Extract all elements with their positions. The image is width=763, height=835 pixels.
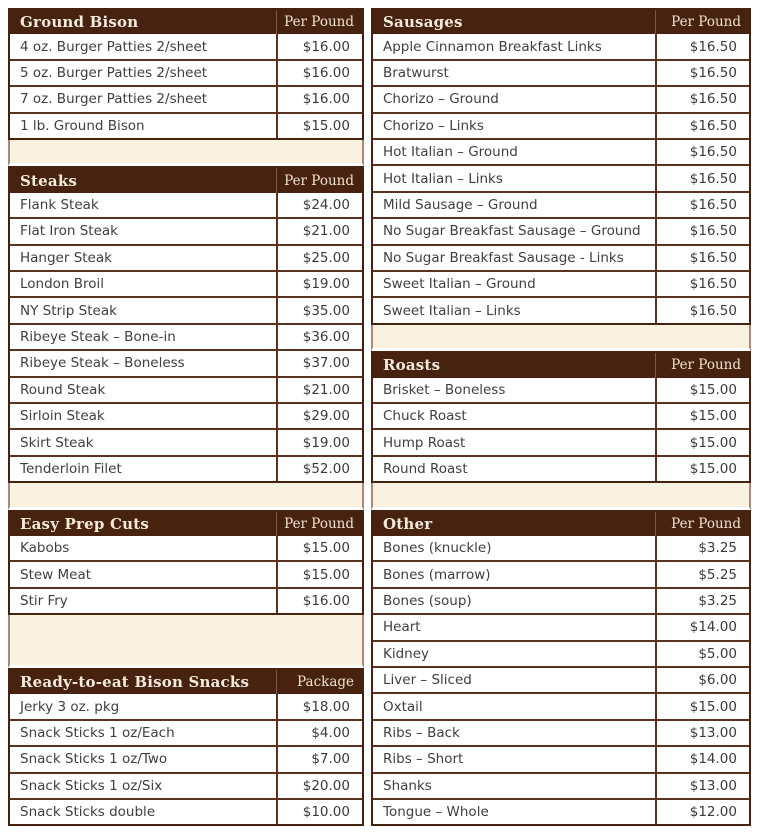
item-price: $16.50: [655, 140, 749, 164]
item-row: [373, 244, 749, 270]
item-price: $29.00: [276, 404, 362, 428]
unit-label: Per Pound: [276, 512, 362, 536]
item-row: [10, 560, 362, 586]
item-name: Hot Italian – Ground: [383, 144, 518, 161]
item-name: Ribs – Back: [383, 725, 460, 742]
price-table-column-right: [371, 8, 751, 826]
spacer-row: [371, 483, 751, 509]
item-name: No Sugar Breakfast Sausage – Ground: [383, 223, 641, 240]
item-price: $19.00: [276, 272, 362, 296]
item-price: $7.00: [276, 747, 362, 771]
item-row: [373, 640, 749, 666]
item-name: Bones (knuckle): [383, 540, 492, 557]
price-section: [371, 351, 751, 483]
section-title: Steaks: [20, 171, 78, 190]
item-name: Round Roast: [383, 461, 468, 478]
item-name: Liver – Sliced: [383, 672, 472, 689]
item-row: [10, 402, 362, 428]
item-price: $16.50: [655, 87, 749, 111]
item-price: $36.00: [276, 325, 362, 349]
item-row: [373, 378, 749, 402]
item-row: [373, 745, 749, 771]
item-name: Kidney: [383, 645, 430, 662]
item-price: $14.00: [655, 747, 749, 771]
unit-label: Per Pound: [655, 10, 749, 34]
item-price: $16.50: [655, 166, 749, 190]
item-name: Sirloin Steak: [20, 408, 105, 425]
spacer-row: [8, 483, 364, 509]
section-title: Roasts: [383, 356, 441, 375]
item-price: $18.00: [276, 694, 362, 718]
item-price: $15.00: [655, 430, 749, 454]
item-name: Bones (marrow): [383, 566, 491, 583]
item-row: [10, 270, 362, 296]
item-row: [10, 428, 362, 454]
item-price: $16.00: [276, 87, 362, 111]
section-header: [10, 670, 362, 694]
item-price: $16.50: [655, 34, 749, 58]
item-name: Hanger Steak: [20, 249, 112, 266]
item-price: $13.00: [655, 721, 749, 745]
item-row: [373, 112, 749, 138]
item-price: $16.50: [655, 272, 749, 296]
item-name: Chuck Roast: [383, 408, 467, 425]
item-price: $16.50: [655, 298, 749, 322]
item-name: Shanks: [383, 777, 432, 794]
item-name: Ribs – Short: [383, 751, 464, 768]
item-price: $24.00: [276, 193, 362, 217]
item-name: Snack Sticks 1 oz/Two: [20, 751, 168, 768]
item-name: Chorizo – Links: [383, 117, 484, 134]
unit-label: Per Pound: [276, 168, 362, 192]
section-header: [10, 10, 362, 34]
item-row: [373, 85, 749, 111]
spacer-row: [8, 615, 364, 668]
item-row: [10, 34, 362, 58]
item-price: $15.00: [276, 114, 362, 138]
item-row: [10, 376, 362, 402]
item-row: [373, 296, 749, 322]
item-name: Snack Sticks 1 oz/Six: [20, 777, 163, 794]
item-name: Skirt Steak: [20, 434, 94, 451]
item-row: [373, 402, 749, 428]
item-price: $12.00: [655, 800, 749, 824]
item-row: [10, 745, 362, 771]
item-price: $16.50: [655, 246, 749, 270]
item-price: $21.00: [276, 378, 362, 402]
unit-label: Package: [276, 670, 362, 694]
item-price: $16.00: [276, 61, 362, 85]
item-row: [10, 193, 362, 217]
unit-label: Per Pound: [655, 353, 749, 377]
spacer-row: [371, 325, 751, 351]
item-name: NY Strip Steak: [20, 302, 117, 319]
item-name: Flat Iron Steak: [20, 223, 118, 240]
item-row: [373, 798, 749, 824]
item-price: $16.50: [655, 114, 749, 138]
item-row: [10, 536, 362, 560]
item-row: [373, 270, 749, 296]
item-name: Stir Fry: [20, 593, 68, 609]
item-row: [373, 428, 749, 454]
item-name: Snack Sticks double: [20, 804, 156, 821]
item-row: [373, 587, 749, 613]
item-name: Ribeye Steak – Boneless: [20, 355, 185, 372]
item-price: $35.00: [276, 298, 362, 322]
price-section: [8, 8, 364, 140]
item-name: Stew Meat: [20, 566, 92, 583]
item-row: [10, 772, 362, 798]
item-row: [373, 455, 749, 481]
item-row: [373, 719, 749, 745]
price-section: [8, 510, 364, 616]
item-row: [373, 138, 749, 164]
item-row: [10, 798, 362, 824]
item-name: Hot Italian – Links: [383, 170, 503, 187]
item-name: 5 oz. Burger Patties 2/sheet: [20, 65, 208, 82]
item-row: [373, 164, 749, 190]
item-name: Chorizo – Ground: [383, 91, 499, 108]
section-header: [10, 168, 362, 192]
item-name: Round Steak: [20, 381, 106, 398]
section-header: [373, 353, 749, 377]
item-name: No Sugar Breakfast Sausage - Links: [383, 249, 624, 266]
section-title: Ready-to-eat Bison Snacks: [20, 673, 250, 692]
item-name: Flank Steak: [20, 197, 99, 213]
item-name: Kabobs: [20, 540, 70, 557]
item-row: [373, 217, 749, 243]
price-section: [8, 668, 364, 826]
item-row: [10, 112, 362, 138]
item-row: [10, 217, 362, 243]
item-name: Bones (soup): [383, 593, 472, 609]
item-row: [10, 323, 362, 349]
item-name: 1 lb. Ground Bison: [20, 117, 145, 134]
section-header: [373, 10, 749, 34]
section-title: Sausages: [383, 13, 463, 32]
price-table-column-left: [8, 8, 364, 826]
section-title: Ground Bison: [20, 13, 139, 32]
item-row: [10, 349, 362, 375]
price-section: [371, 510, 751, 827]
section-title: Easy Prep Cuts: [20, 514, 149, 533]
item-name: Tongue – Whole: [383, 804, 489, 821]
item-name: Snack Sticks 1 oz/Each: [20, 724, 175, 741]
item-price: $16.00: [276, 589, 362, 613]
item-price: $16.50: [655, 61, 749, 85]
item-price: $16.50: [655, 193, 749, 217]
item-price: $15.00: [655, 378, 749, 402]
item-row: [373, 692, 749, 718]
item-name: London Broil: [20, 276, 105, 293]
unit-label: Per Pound: [655, 512, 749, 536]
item-row: [10, 587, 362, 613]
item-price: $5.25: [655, 562, 749, 586]
item-price: $21.00: [276, 219, 362, 243]
item-price: $4.00: [276, 721, 362, 745]
section-title: Other: [383, 514, 433, 533]
item-price: $16.50: [655, 219, 749, 243]
item-price: $6.00: [655, 668, 749, 692]
item-price: $15.00: [276, 536, 362, 560]
item-price: $15.00: [655, 457, 749, 481]
item-row: [373, 59, 749, 85]
item-price: $37.00: [276, 351, 362, 375]
spacer-row: [8, 140, 364, 166]
item-name: Jerky 3 oz. pkg: [20, 698, 120, 715]
item-name: 7 oz. Burger Patties 2/sheet: [20, 91, 208, 108]
item-price: $14.00: [655, 615, 749, 639]
section-header: [10, 512, 362, 536]
item-price: $15.00: [276, 562, 362, 586]
item-name: Bratwurst: [383, 65, 449, 82]
item-row: [10, 244, 362, 270]
item-price: $15.00: [655, 694, 749, 718]
item-name: Brisket – Boneless: [383, 381, 506, 398]
item-price: $25.00: [276, 246, 362, 270]
item-name: Sweet Italian – Links: [383, 302, 521, 319]
item-price: $5.00: [655, 642, 749, 666]
price-section: [371, 8, 751, 325]
item-row: [373, 560, 749, 586]
item-row: [10, 694, 362, 718]
item-name: Heart: [383, 619, 421, 636]
item-row: [373, 536, 749, 560]
item-row: [373, 34, 749, 58]
item-row: [10, 296, 362, 322]
item-price: $16.00: [276, 34, 362, 58]
unit-label: Per Pound: [276, 10, 362, 34]
item-row: [373, 772, 749, 798]
item-price: $10.00: [276, 800, 362, 824]
item-price: $3.25: [655, 589, 749, 613]
item-row: [10, 455, 362, 481]
item-price: $19.00: [276, 430, 362, 454]
item-row: [373, 666, 749, 692]
item-name: Oxtail: [383, 698, 423, 715]
item-price: $13.00: [655, 774, 749, 798]
item-name: Ribeye Steak – Bone-in: [20, 329, 176, 346]
item-name: 4 oz. Burger Patties 2/sheet: [20, 38, 208, 55]
item-row: [373, 191, 749, 217]
item-row: [10, 719, 362, 745]
section-header: [373, 512, 749, 536]
item-name: Tenderloin Filet: [20, 461, 122, 478]
item-name: Sweet Italian – Ground: [383, 276, 536, 293]
item-row: [10, 85, 362, 111]
item-price: $15.00: [655, 404, 749, 428]
item-name: Hump Roast: [383, 434, 466, 451]
item-price: $52.00: [276, 457, 362, 481]
item-row: [373, 613, 749, 639]
item-price: $3.25: [655, 536, 749, 560]
item-name: Mild Sausage – Ground: [383, 197, 538, 214]
item-price: $20.00: [276, 774, 362, 798]
item-name: Apple Cinnamon Breakfast Links: [383, 38, 602, 55]
item-row: [10, 59, 362, 85]
price-section: [8, 166, 364, 483]
